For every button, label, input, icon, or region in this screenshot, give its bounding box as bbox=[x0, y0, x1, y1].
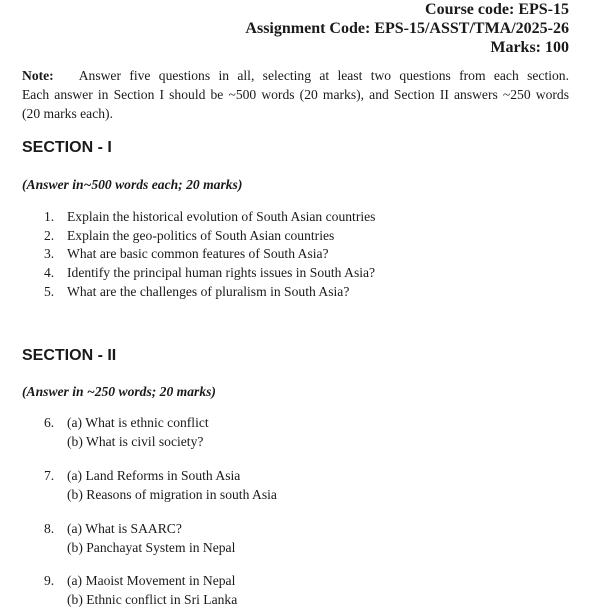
question-item: 2. Explain the geo-politics of South Asian countries bbox=[44, 227, 375, 246]
question-item: 8. (a) What is SAARC? (b) Panchayat System in Nepal bbox=[44, 520, 235, 557]
question-part-b: (b) What is civil society? bbox=[67, 433, 203, 452]
question-part-b: (b) Panchayat System in Nepal bbox=[67, 539, 235, 558]
section-2-heading: SECTION - II bbox=[22, 346, 116, 366]
question-item: 4. Identify the principal human rights issues in South Asia? bbox=[44, 264, 375, 283]
section-2-instruction: (Answer in ~250 words; 20 marks) bbox=[22, 383, 216, 401]
question-part-b: (b) Ethnic conflict in Sri Lanka bbox=[67, 591, 237, 609]
question-item: 9. (a) Maoist Movement in Nepal (b) Ethnic conflict in Sri Lanka bbox=[44, 572, 237, 609]
note-paragraph bbox=[22, 66, 569, 123]
note-line-3: (20 marks each). bbox=[22, 104, 569, 123]
note-label: Note: bbox=[22, 68, 54, 83]
question-item: 3. What are basic common features of South Asia? bbox=[44, 245, 375, 264]
note-text-1: Answer five questions in all, selecting at least two questions from each section. bbox=[79, 68, 569, 83]
question-part-a: (a) Maoist Movement in Nepal bbox=[67, 572, 235, 591]
question-item: 7. (a) Land Reforms in South Asia (b) Reasons of migration in south Asia bbox=[44, 467, 277, 504]
question-part-b: (b) Reasons of migration in south Asia bbox=[67, 486, 277, 505]
section-1-question-list bbox=[44, 208, 375, 302]
document-header bbox=[245, 0, 569, 57]
assignment-code: Assignment Code: EPS-15/ASST/TMA/2025-26 bbox=[245, 19, 569, 38]
question-item: 1. Explain the historical evolution of South Asian countries bbox=[44, 208, 375, 227]
note-line-2: Each answer in Section I should be ~500 words (20 marks), and Section II answers ~250 words bbox=[22, 85, 569, 104]
note-line-1 bbox=[22, 66, 569, 85]
total-marks: Marks: 100 bbox=[245, 38, 569, 57]
course-code: Course code: EPS-15 bbox=[245, 0, 569, 19]
question-part-a: (a) Land Reforms in South Asia bbox=[67, 467, 240, 486]
section-1-instruction: (Answer in~500 words each; 20 marks) bbox=[22, 176, 242, 194]
question-part-a: (a) What is SAARC? bbox=[67, 520, 182, 539]
section-1-heading: SECTION - I bbox=[22, 138, 112, 158]
question-item: 5. What are the challenges of pluralism in South Asia? bbox=[44, 283, 375, 302]
question-item: 6. (a) What is ethnic conflict (b) What is civil society? bbox=[44, 414, 209, 451]
question-part-a: (a) What is ethnic conflict bbox=[67, 414, 209, 433]
